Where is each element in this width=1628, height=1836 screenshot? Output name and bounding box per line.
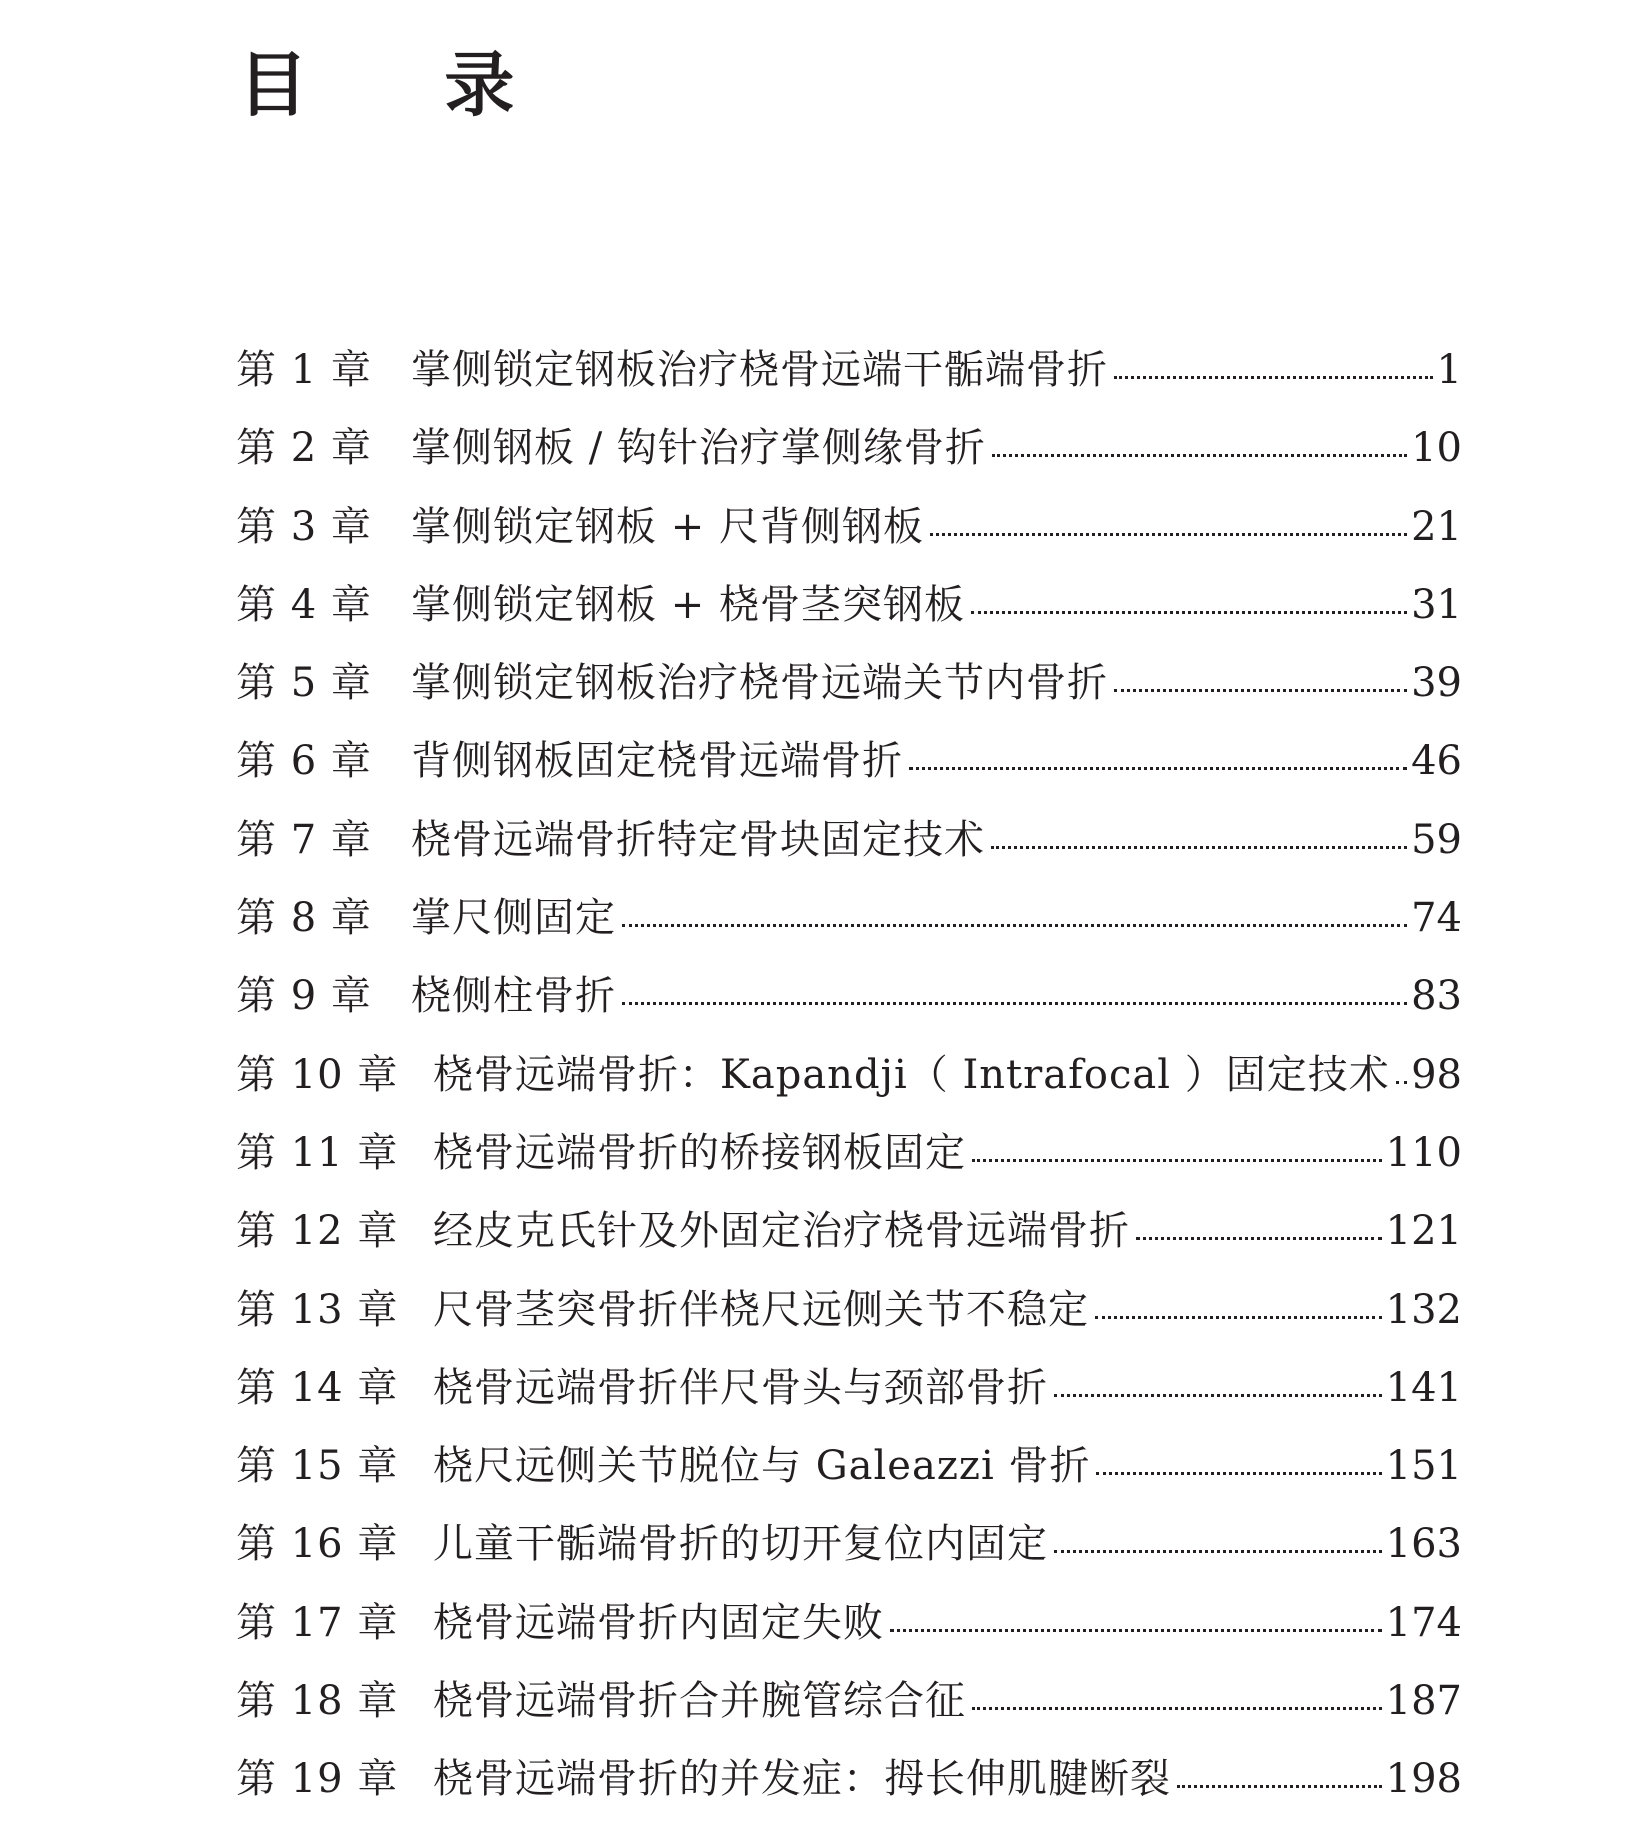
dot-leader [622, 1002, 1407, 1005]
page-number: 121 [1385, 1208, 1462, 1255]
page-number: 151 [1385, 1443, 1462, 1490]
chapter-number: 第 7 章 [236, 816, 372, 863]
chapter-title: 尺骨茎突骨折伴桡尺远侧关节不稳定 [433, 1286, 1089, 1333]
chapter-title: 掌侧锁定钢板 + 桡骨茎突钢板 [411, 581, 965, 628]
page-number: 141 [1385, 1364, 1462, 1411]
chapter-title: 桡尺远侧关节脱位与 Galeazzi 骨折 [433, 1443, 1091, 1490]
toc-entry[interactable] [236, 1662, 1462, 1740]
page-number: 46 [1411, 738, 1462, 785]
chapter-title: 掌侧锁定钢板 + 尺背侧钢板 [411, 503, 924, 550]
chapter-number: 第 3 章 [236, 503, 372, 550]
table-of-contents [236, 331, 1462, 1819]
chapter-number: 第 4 章 [236, 581, 372, 628]
toc-entry[interactable] [236, 331, 1462, 409]
chapter-title: 桡骨远端骨折的并发症：拇长伸肌腱断裂 [433, 1756, 1171, 1803]
page-number: 163 [1385, 1521, 1462, 1568]
toc-entry[interactable] [236, 722, 1462, 800]
dot-leader [1136, 1237, 1382, 1240]
chapter-title: 桡骨远端骨折内固定失败 [433, 1599, 884, 1646]
toc-entry[interactable] [236, 957, 1462, 1035]
chapter-title: 桡骨远端骨折：Kapandji（ Intrafocal ）固定技术 [433, 1051, 1390, 1098]
chapter-number: 第 11 章 [236, 1129, 399, 1176]
chapter-number: 第 1 章 [236, 347, 372, 393]
dot-leader [972, 1707, 1382, 1710]
page-number: 198 [1385, 1756, 1462, 1803]
toc-entry[interactable] [236, 1349, 1462, 1427]
chapter-title: 桡骨远端骨折合并腕管综合征 [433, 1678, 966, 1725]
toc-entry[interactable] [236, 1114, 1462, 1192]
dot-leader [1177, 1785, 1382, 1788]
chapter-number: 第 10 章 [236, 1051, 399, 1098]
page-number: 1 [1436, 347, 1462, 393]
page-number: 110 [1385, 1129, 1462, 1176]
dot-leader [1114, 689, 1407, 692]
chapter-title: 掌尺侧固定 [411, 895, 616, 942]
dot-leader [1096, 1472, 1381, 1475]
dot-leader [1114, 376, 1433, 379]
chapter-title: 桡侧柱骨折 [411, 973, 616, 1020]
dot-leader [1054, 1550, 1382, 1553]
chapter-number: 第 6 章 [236, 738, 372, 785]
toc-entry[interactable] [236, 879, 1462, 957]
toc-entry[interactable] [236, 1036, 1462, 1114]
toc-entry[interactable] [236, 644, 1462, 722]
chapter-number: 第 14 章 [236, 1364, 399, 1411]
chapter-title: 掌侧钢板 / 钩针治疗掌侧缘骨折 [411, 425, 986, 472]
chapter-number: 第 8 章 [236, 895, 372, 942]
toc-entry[interactable] [236, 1192, 1462, 1270]
toc-entry[interactable] [236, 801, 1462, 879]
page-title: 目 录 [238, 43, 571, 126]
dot-leader [1396, 1081, 1407, 1084]
chapter-title: 桡骨远端骨折特定骨块固定技术 [411, 816, 985, 863]
chapter-title: 桡骨远端骨折的桥接钢板固定 [433, 1129, 966, 1176]
chapter-number: 第 13 章 [236, 1286, 399, 1333]
chapter-number: 第 18 章 [236, 1678, 399, 1725]
chapter-title: 儿童干骺端骨折的切开复位内固定 [433, 1521, 1048, 1568]
toc-entry[interactable] [236, 1505, 1462, 1583]
page-number: 132 [1385, 1286, 1462, 1333]
dot-leader [991, 846, 1407, 849]
chapter-number: 第 2 章 [236, 425, 372, 472]
chapter-title: 背侧钢板固定桡骨远端骨折 [411, 738, 903, 785]
dot-leader [930, 533, 1407, 536]
page-number: 83 [1411, 973, 1462, 1020]
page-number: 21 [1411, 503, 1462, 550]
dot-leader [1054, 1394, 1382, 1397]
toc-entry[interactable] [236, 1740, 1462, 1818]
chapter-number: 第 12 章 [236, 1208, 399, 1255]
toc-entry[interactable] [236, 1584, 1462, 1662]
chapter-title: 掌侧锁定钢板治疗桡骨远端干骺端骨折 [411, 347, 1108, 393]
page-number: 74 [1411, 895, 1462, 942]
page-number: 59 [1411, 816, 1462, 863]
chapter-title: 掌侧锁定钢板治疗桡骨远端关节内骨折 [411, 660, 1108, 707]
chapter-number: 第 19 章 [236, 1756, 399, 1803]
page-number: 39 [1411, 660, 1462, 707]
chapter-title: 经皮克氏针及外固定治疗桡骨远端骨折 [433, 1208, 1130, 1255]
toc-entry[interactable] [236, 566, 1462, 644]
page-number: 10 [1411, 425, 1462, 472]
chapter-number: 第 5 章 [236, 660, 372, 707]
toc-entry[interactable] [236, 409, 1462, 487]
toc-entry[interactable] [236, 1271, 1462, 1349]
dot-leader [972, 1159, 1382, 1162]
dot-leader [1095, 1316, 1382, 1319]
chapter-number: 第 17 章 [236, 1599, 399, 1646]
dot-leader [890, 1629, 1382, 1632]
toc-entry[interactable] [236, 488, 1462, 566]
chapter-number: 第 16 章 [236, 1521, 399, 1568]
dot-leader [622, 924, 1407, 927]
dot-leader [992, 454, 1407, 457]
page-number: 31 [1411, 581, 1462, 628]
page-number: 174 [1385, 1599, 1462, 1646]
page-number: 187 [1385, 1678, 1462, 1725]
page-number: 98 [1411, 1051, 1462, 1098]
dot-leader [971, 611, 1407, 614]
chapter-title: 桡骨远端骨折伴尺骨头与颈部骨折 [433, 1364, 1048, 1411]
chapter-number: 第 15 章 [236, 1443, 399, 1490]
dot-leader [909, 767, 1407, 770]
toc-entry[interactable] [236, 1427, 1462, 1505]
chapter-number: 第 9 章 [236, 973, 372, 1020]
